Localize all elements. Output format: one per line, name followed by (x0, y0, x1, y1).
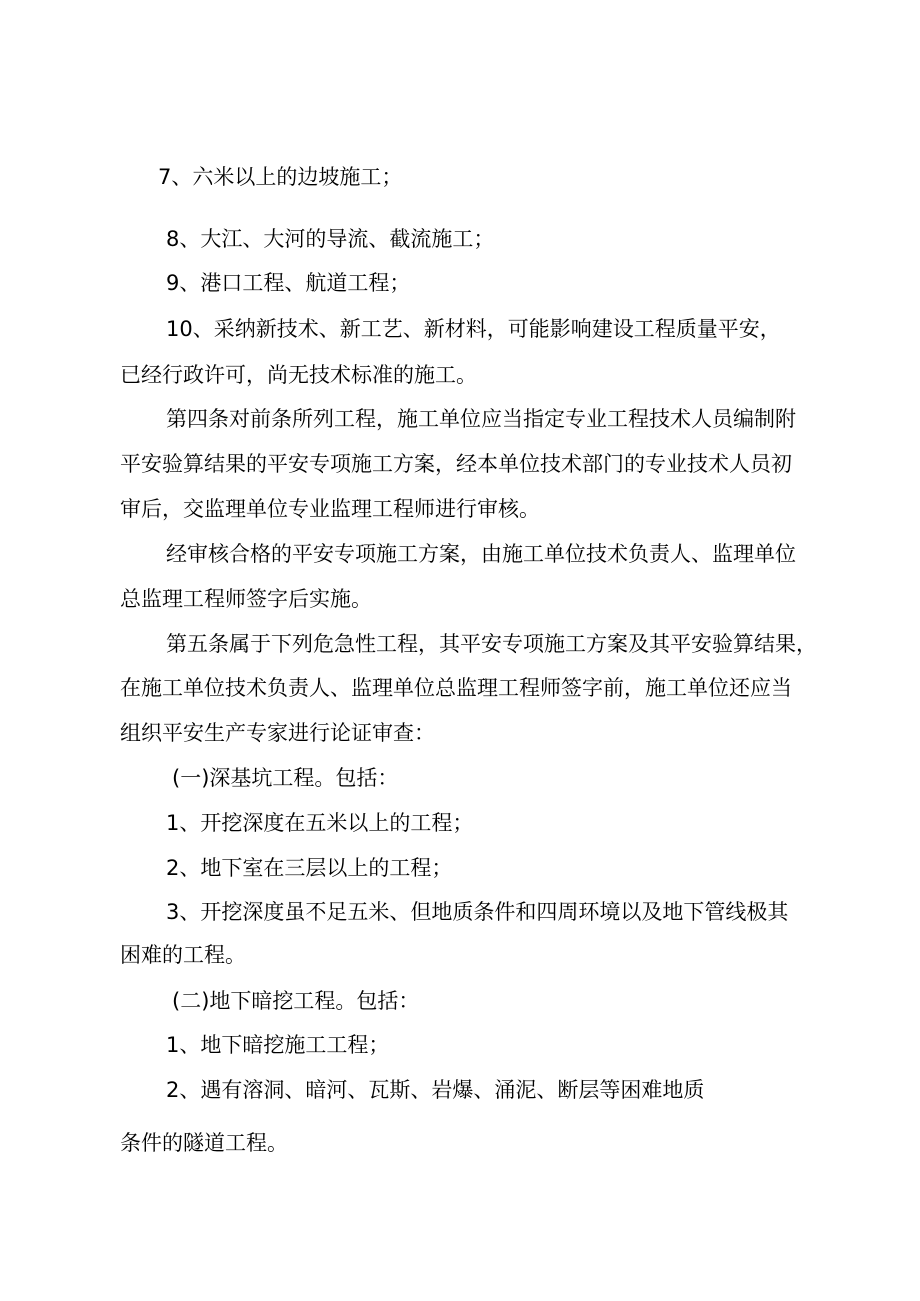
section-2-item-2-continued: 条件的隧道工程。 (120, 1131, 288, 1155)
article-5-paragraph: 第五条属于下列危急性工程，其平安专项施工方案及其平安验算结果， (166, 632, 817, 656)
list-item-9: 9、港口工程、航道工程； (166, 271, 411, 295)
article-4-paragraph-line-2: 平安验算结果的平安专项施工方案，经本单位技术部门的专业技术人员初 (120, 452, 792, 476)
list-item-10: 10、采纳新技术、新工艺、新材料，可能影响建设工程质量平安， (166, 317, 781, 341)
section-2-item-1: 1、地下暗挖施工工程； (166, 1033, 390, 1057)
article-4-paragraph: 第四条对前条所列工程，施工单位应当指定专业工程技术人员编制附 (166, 407, 796, 431)
list-item-10-continued: 已经行政许可，尚无技术标准的施工。 (120, 363, 477, 387)
section-1-item-3-continued: 困难的工程。 (120, 943, 246, 967)
section-1-item-3: 3、开挖深度虽不足五米、但地质条件和四周环境以及地下管线极其 (166, 900, 789, 924)
section-1-heading: (一)深基坑工程。包括： (172, 766, 399, 790)
section-1-item-1: 1、开挖深度在五米以上的工程； (166, 811, 474, 835)
article-5-paragraph-line-3: 组织平安生产专家进行论证审查： (120, 721, 435, 745)
article-5-paragraph-line-2: 在施工单位技术负责人、监理单位总监理工程师签字前，施工单位还应当 (120, 676, 792, 700)
approval-paragraph-line-2: 总监理工程师签字后实施。 (120, 587, 372, 611)
section-2-item-2: 2、遇有溶洞、暗河、瓦斯、岩爆、涌泥、断层等困难地质 (166, 1078, 705, 1102)
section-1-item-2: 2、地下室在三层以上的工程； (166, 856, 453, 880)
section-2-heading: (二)地下暗挖工程。包括： (172, 989, 420, 1013)
article-4-paragraph-line-3: 审后，交监理单位专业监理工程师进行审核。 (120, 497, 540, 521)
approval-paragraph: 经审核合格的平安专项施工方案，由施工单位技术负责人、监理单位 (166, 542, 796, 566)
list-item-7: 7、六米以上的边坡施工； (158, 165, 403, 189)
list-item-8: 8、大江、大河的导流、截流施工； (166, 227, 495, 251)
